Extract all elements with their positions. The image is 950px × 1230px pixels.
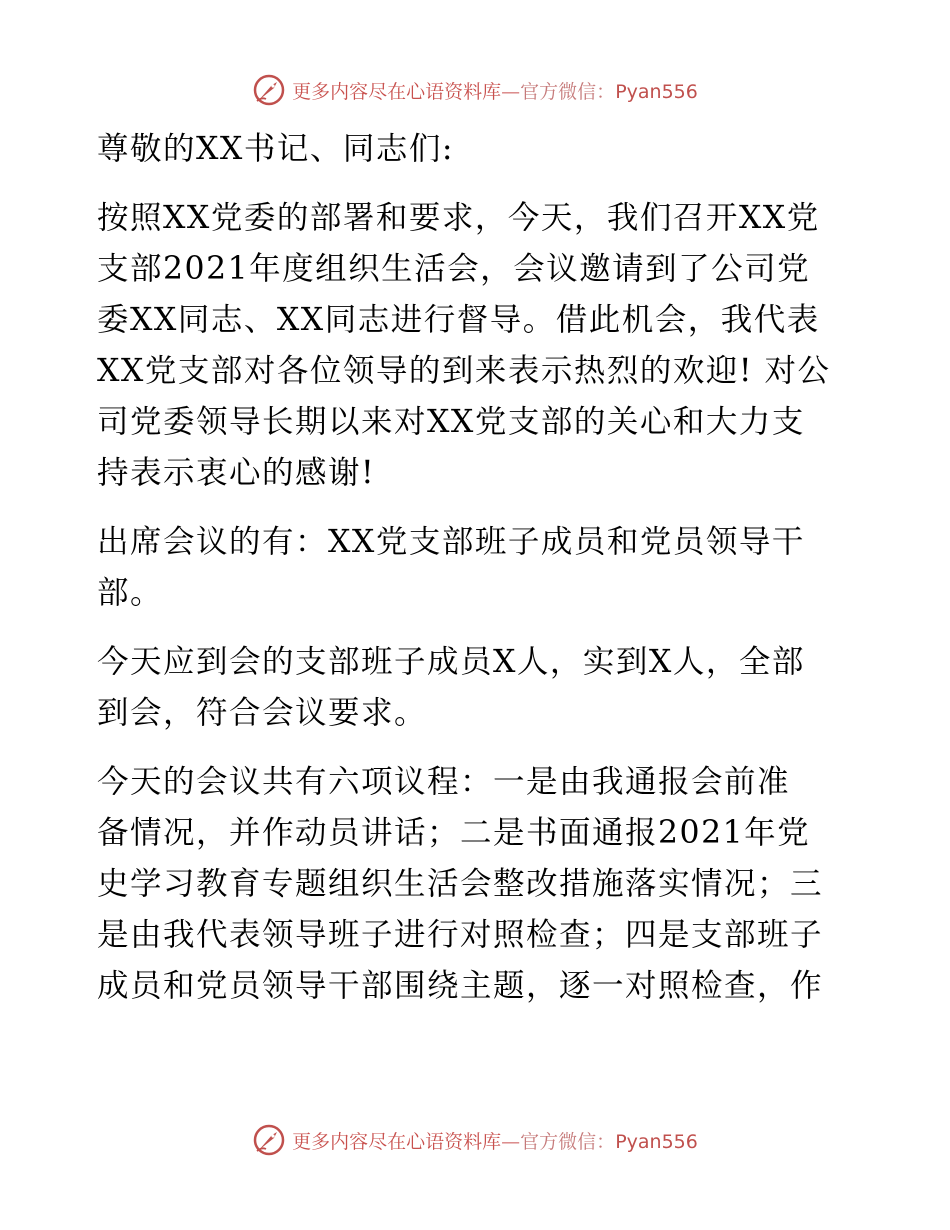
text-line: 持表示衷心的感谢! [97, 455, 376, 491]
paragraph-attendance [97, 637, 853, 739]
banner-wechat-id: Pyan556 [615, 1130, 698, 1153]
banner-dash: — [501, 1130, 521, 1153]
text-line: 部。 [97, 575, 164, 611]
text-line: 今天应到会的支部班子成员X人，实到X人，全部 [97, 644, 805, 680]
document-body [97, 124, 853, 1030]
banner-main-text: 更多内容尽在心语资料库 [292, 1130, 502, 1153]
greeting [97, 124, 853, 175]
text-line: 司党委领导长期以来对XX党支部的关心和大力支 [97, 404, 805, 440]
paragraph-intro [97, 193, 853, 499]
banner-wechat-label: 官方微信： [520, 1130, 616, 1153]
text-line: XX党支部对各位领导的到来表示热烈的欢迎! 对公 [97, 353, 831, 389]
text-line: 成员和党员领导干部围绕主题，逐一对照检查，作 [97, 968, 824, 1004]
banner-main-text: 更多内容尽在心语资料库 [292, 80, 502, 103]
text-line: 到会，符合会议要求。 [97, 695, 428, 731]
pen-nib-logo-icon [252, 1123, 286, 1157]
footer-banner [0, 1120, 950, 1160]
text-line: 是由我代表领导班子进行对照检查；四是支部班子 [97, 917, 824, 953]
pen-nib-logo-icon [252, 73, 286, 107]
paragraph-agenda [97, 757, 853, 1012]
header-banner [0, 70, 950, 110]
banner-wechat-id: Pyan556 [615, 80, 698, 103]
banner-dash: — [501, 80, 521, 103]
greeting-line: 尊敬的XX书记、同志们: [97, 131, 454, 167]
text-line: 支部2021年度组织生活会，会议邀请到了公司党 [97, 251, 811, 287]
banner-wechat-label: 官方微信： [520, 80, 616, 103]
banner-text [292, 1127, 698, 1154]
text-line: 今天的会议共有六项议程：一是由我通报会前准 [97, 764, 791, 800]
text-line: 史学习教育专题组织生活会整改措施落实情况；三 [97, 866, 824, 902]
text-line: 出席会议的有：XX党支部班子成员和党员领导干 [97, 524, 805, 560]
text-line: 委XX同志、XX同志进行督导。借此机会，我代表 [97, 302, 820, 338]
paragraph-attendees [97, 517, 853, 619]
banner-text [292, 77, 698, 104]
text-line: 备情况，并作动员讲话；二是书面通报2021年党 [97, 815, 811, 851]
text-line: 按照XX党委的部署和要求，今天，我们召开XX党 [97, 200, 820, 236]
